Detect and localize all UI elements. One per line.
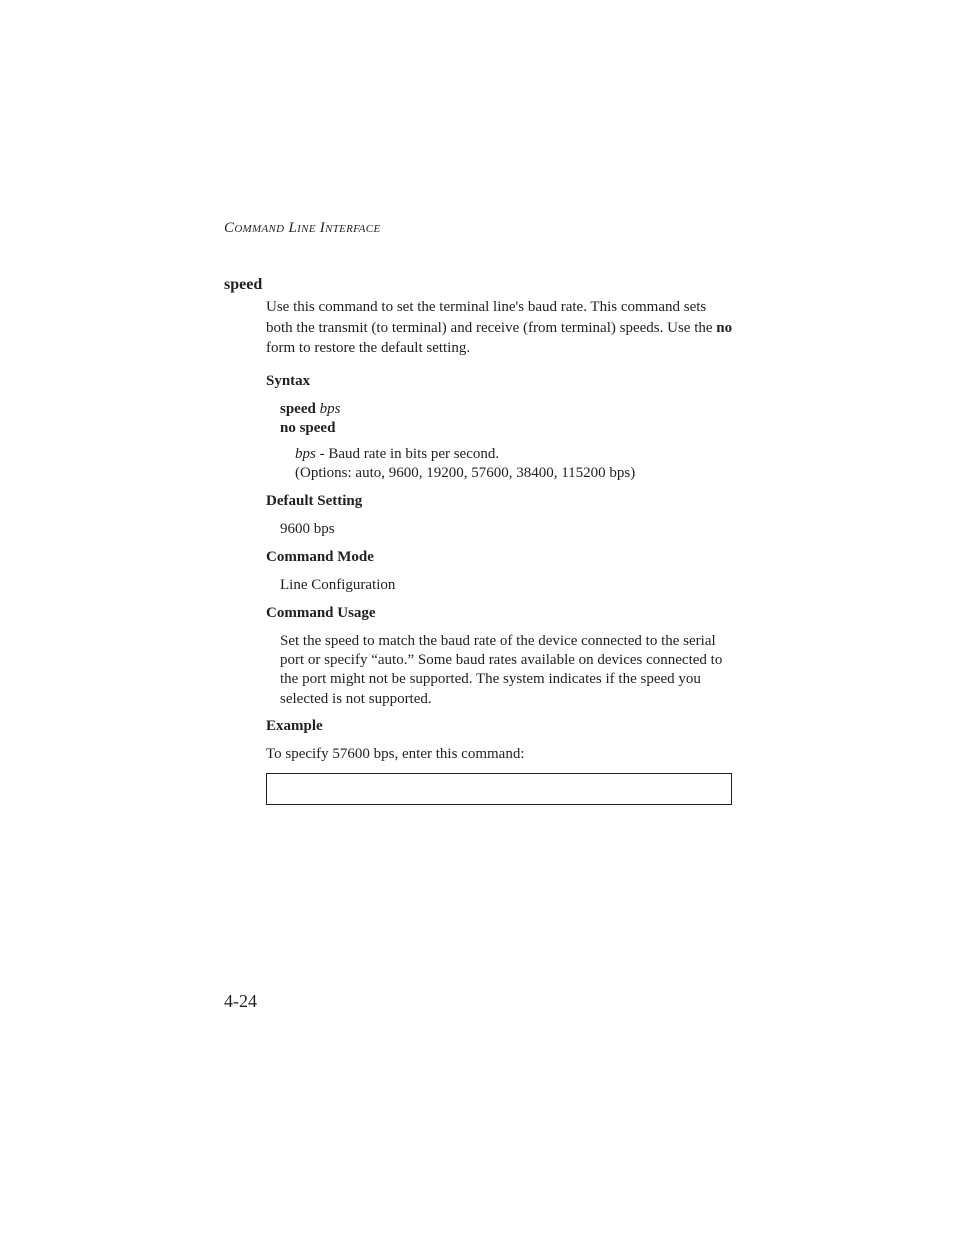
running-header: [224, 220, 380, 237]
parameter-description: [295, 446, 499, 463]
description-text: form to restore the default setting.: [266, 340, 471, 356]
header-smallcaps: NTERFACE: [325, 223, 381, 235]
command-mode-value: Line Configuration: [280, 577, 396, 593]
command-description: [266, 297, 736, 359]
description-text: Use this command to set the terminal line's baud rate. This command sets both the transmit (to terminal) and receive (from terminal) speeds. Use the: [266, 299, 717, 336]
default-setting-value: 9600 bps: [280, 521, 335, 537]
header-smallcaps: OMMAND: [234, 223, 285, 235]
command-usage-text: Set the speed to match the baud rate of the device connected to the serial port or specify “auto.” Some baud rates available on devices connected to the port might not be supported. The system indicates if the speed you selected is not supported.: [280, 633, 723, 707]
header-letter: L: [288, 220, 298, 236]
header-letter: I: [319, 220, 326, 236]
example-heading: Example: [266, 718, 323, 734]
parameter-text: - Baud rate in bits per second.: [315, 446, 500, 462]
parameter-options: (Options: auto, 9600, 19200, 57600, 38400, 115200 bps): [295, 465, 636, 481]
example-intro: To specify 57600 bps, enter this command:: [266, 746, 525, 762]
syntax-heading: Syntax: [266, 373, 311, 389]
header-letter: C: [224, 220, 235, 236]
default-setting-heading: Default Setting: [266, 493, 363, 509]
command-mode-heading: Command Mode: [266, 549, 374, 565]
syntax-line-speed: [280, 401, 340, 418]
example-code-box: [266, 773, 732, 805]
syntax-command: speed: [280, 401, 316, 417]
command-usage-heading: Command Usage: [266, 605, 376, 621]
header-smallcaps: INE: [297, 223, 316, 235]
page-number: 4-24: [224, 991, 257, 1011]
description-keyword: no: [716, 319, 733, 336]
parameter-name: bps: [295, 446, 316, 462]
command-title: speed: [224, 276, 263, 293]
syntax-line-no-speed: no speed: [280, 420, 336, 436]
syntax-parameter: bps: [319, 401, 341, 417]
